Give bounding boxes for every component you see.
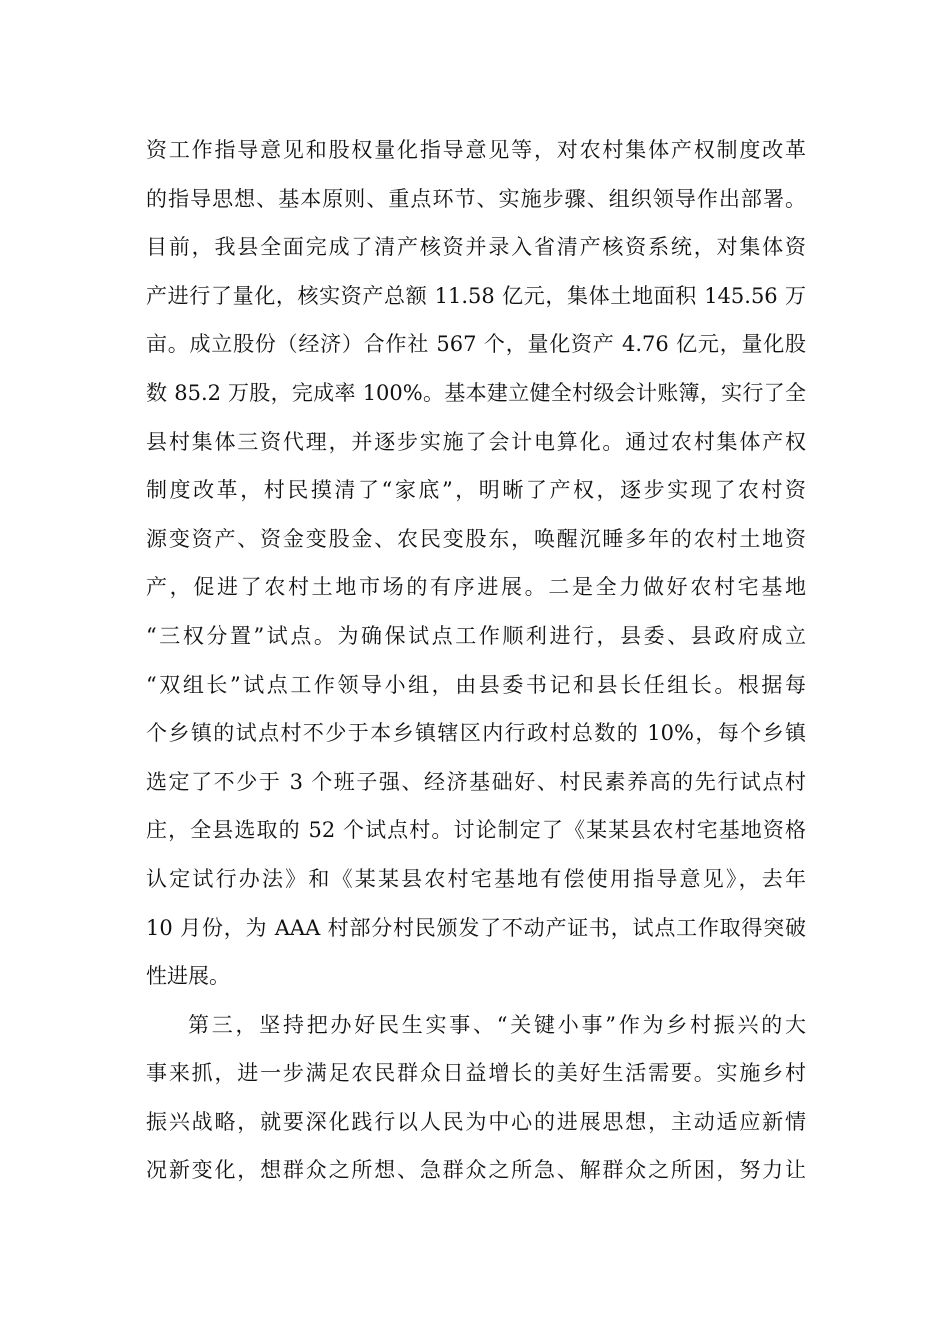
- text-line: 县村集体三资代理，并逐步实施了会计电算化。通过农村集体产权: [146, 429, 806, 454]
- text-line: 个乡镇的试点村不少于本乡镇辖区内行政村总数的 10%，每个乡镇: [146, 721, 806, 746]
- text-line: 数 85.2 万股，完成率 100%。基本建立健全村级会计账簿，实行了全: [146, 380, 806, 405]
- text-line: 目前，我县全面完成了清产核资并录入省清产核资系统，对集体资: [146, 235, 806, 260]
- text-line: 选定了不少于 3 个班子强、经济基础好、村民素养高的先行试点村: [146, 769, 806, 794]
- text-line: 亩。成立股份（经济）合作社 567 个，量化资产 4.76 亿元，量化股: [146, 332, 806, 357]
- paragraph-first-line: 第三，坚持把办好民生实事、“关键小事”作为乡村振兴的大: [188, 1012, 806, 1037]
- text-line: “双组长”试点工作领导小组，由县委书记和县长任组长。根据每: [146, 672, 806, 697]
- text-line: 产，促进了农村土地市场的有序进展。二是全力做好农村宅基地: [146, 575, 806, 600]
- text-line: 源变资产、资金变股金、农民变股东，唤醒沉睡多年的农村土地资: [146, 526, 806, 551]
- paragraph-end-line: 性进展。: [146, 964, 230, 989]
- text-line: 况新变化，想群众之所想、急群众之所急、解群众之所困，努力让: [146, 1158, 806, 1183]
- text-line: 10 月份，为 AAA 村部分村民颁发了不动产证书，试点工作取得突破: [146, 915, 806, 940]
- text-line: 产进行了量化，核实资产总额 11.58 亿元，集体土地面积 145.56 万: [146, 283, 806, 308]
- text-line: 认定试行办法》和《某某县农村宅基地有偿使用指导意见》，去年: [146, 866, 806, 891]
- text-line: “三权分置”试点。为确保试点工作顺利进行，县委、县政府成立: [146, 623, 806, 648]
- text-line: 的指导思想、基本原则、重点环节、实施步骤、组织领导作出部署。: [146, 186, 806, 211]
- body-text: [146, 126, 806, 1195]
- text-line: 庄，全县选取的 52 个试点村。讨论制定了《某某县农村宅基地资格: [146, 818, 806, 843]
- text-line: 事来抓，进一步满足农民群众日益增长的美好生活需要。实施乡村: [146, 1061, 806, 1086]
- text-line: 资工作指导意见和股权量化指导意见等，对农村集体产权制度改革: [146, 138, 806, 162]
- text-line: 制度改革，村民摸清了“家底”，明晰了产权，逐步实现了农村资: [146, 478, 806, 503]
- text-line: 振兴战略，就要深化践行以人民为中心的进展思想，主动适应新情: [146, 1109, 806, 1134]
